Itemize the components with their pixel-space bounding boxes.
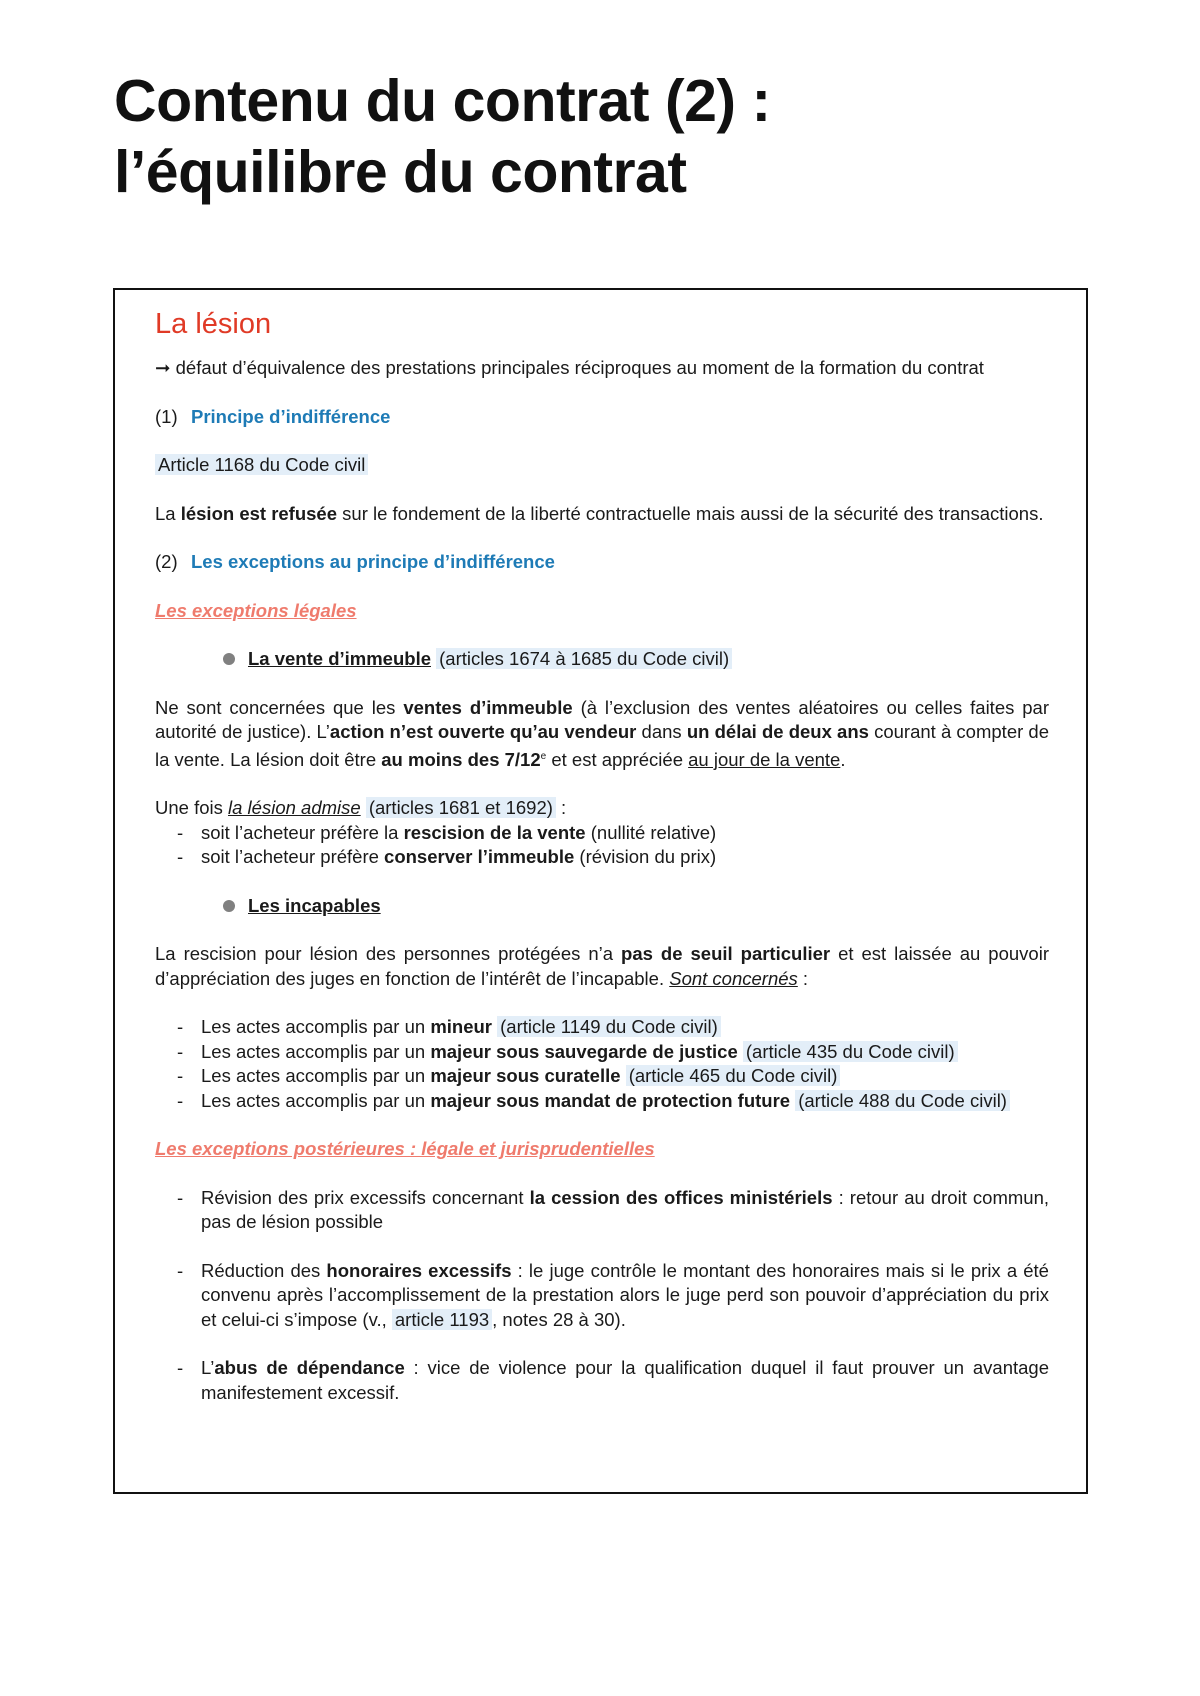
- lesion-content: [155, 306, 1049, 1405]
- list-item: - Révision des prix excessifs concernant la cession des offices ministériels : retour au droit commun, pas de lésion possible: [177, 1186, 1049, 1233]
- list-item: - Les actes accomplis par un majeur sous mandat de protection future (article 488 du Code civil): [155, 1089, 1049, 1114]
- posterior-exceptions-list: [155, 1186, 1049, 1235]
- vente-ref: (articles 1674 à 1685 du Code civil): [436, 648, 732, 669]
- list-item: - Les actes accomplis par un majeur sous curatelle (article 465 du Code civil): [155, 1064, 1049, 1089]
- bullet-dot-icon: [223, 900, 235, 912]
- principle-paragraph: La lésion est refusée sur le fondement de la liberté contractuelle mais aussi de la sécurité des transactions.: [155, 502, 1044, 524]
- definition: ➞ défaut d’équivalence des prestations principales réciproques au moment de la formation du contrat: [155, 357, 984, 378]
- incapables-list: [155, 1015, 1049, 1113]
- page-title-line-2: l’équilibre du contrat: [114, 139, 687, 205]
- list-item: - Réduction des honoraires excessifs : le juge contrôle le montant des honoraires mais si le prix a été convenu après l’accomplissement de la prestation alors le juge perd son pouvoir d’appréciation du prix et celui-ci s’impose (v., article 1193 , notes 28 à 30).: [177, 1259, 1049, 1330]
- list-item: - Les actes accomplis par un majeur sous sauvegarde de justice (article 435 du Code civil): [155, 1040, 1049, 1065]
- section-heading: La lésion: [155, 308, 272, 340]
- posterior-exceptions-heading: Les exceptions postérieures : légale et jurisprudentielles: [155, 1138, 655, 1160]
- principle-number: (1): [155, 405, 178, 427]
- article-ref-paragraph: [155, 453, 1049, 478]
- article-ref: Article 1168 du Code civil: [155, 454, 368, 475]
- legal-exceptions-heading: Les exceptions légales: [155, 599, 357, 621]
- list-item: - soit l’acheteur préfère conserver l’immeuble (révision du prix): [177, 846, 717, 868]
- principle-heading: [155, 405, 1049, 430]
- incapables-bullet: [155, 894, 1049, 919]
- incapables-title: Les incapables: [248, 894, 381, 916]
- vente-paragraph: Ne sont concernées que les ventes d’immeuble (à l’exclusion des ventes aléatoires ou celles faites par autorité de justice). L’action n’est ouverte qu’au vendeur dans un délai de deux ans courant à compter de la vente. La lésion doit être au moins des 7/12e et est appréciée au jour de la vente.: [155, 696, 1050, 770]
- lesion-admise-paragraph: Une fois la lésion admise (articles 1681 et 1692) :: [155, 797, 567, 819]
- bold-phrase: lésion est refusée: [180, 502, 338, 524]
- exceptions-heading: [155, 550, 1049, 575]
- bullet-dot-icon: [223, 653, 235, 665]
- page-title: [114, 66, 771, 208]
- page-title-line-1: Contenu du contrat (2) :: [114, 68, 771, 134]
- list-item: - Les actes accomplis par un mineur (article 1149 du Code civil): [155, 1015, 1049, 1040]
- incapables-paragraph: La rescision pour lésion des personnes protégées n’a pas de seuil particulier et est laissée au pouvoir d’appréciation des juges en fonction de l’intérêt de l’incapable. Sont concernés :: [155, 943, 1049, 989]
- exceptions-title: Les exceptions au principe d’indifférence: [191, 551, 555, 572]
- posterior-exceptions-list-2: [155, 1259, 1049, 1333]
- exceptions-number: (2): [155, 551, 178, 572]
- vente-title: La vente d’immeuble: [248, 648, 431, 669]
- vente-options-list: [155, 821, 1049, 870]
- list-item: - soit l’acheteur préfère la rescision de la vente (nullité relative): [177, 821, 717, 843]
- posterior-exceptions-list-3: [155, 1356, 1049, 1405]
- lesion-box: [113, 288, 1088, 1494]
- list-item: - L’abus de dépendance : vice de violence pour la qualification duquel il faut prouver un avantage manifestement excessif.: [177, 1357, 1049, 1403]
- vente-bullet: [155, 647, 1049, 672]
- principle-title: Principe d’indifférence: [191, 405, 391, 427]
